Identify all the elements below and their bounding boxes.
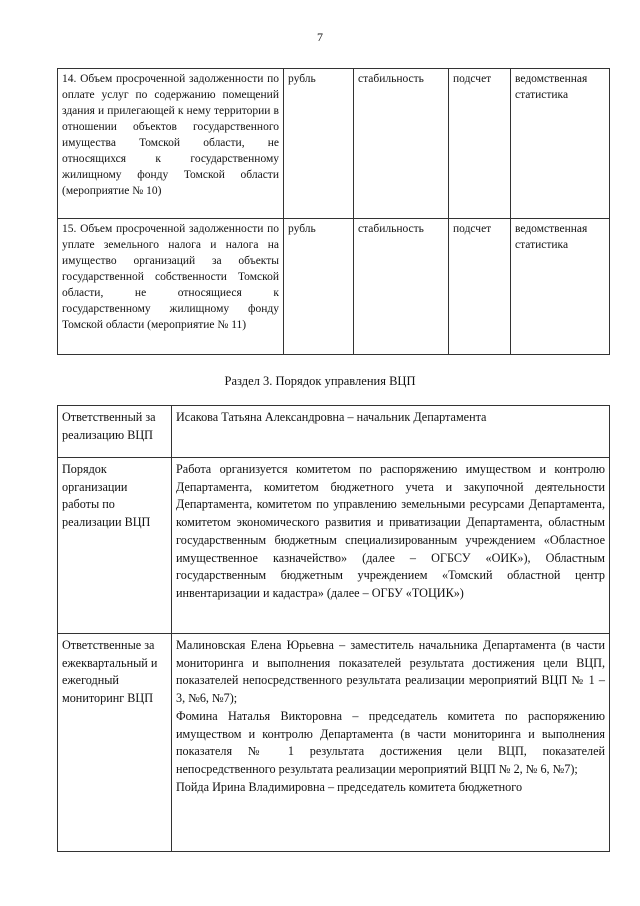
row-label: Ответственные за ежеквартальный и ежегодный мониторинг ВЦП: [58, 634, 172, 852]
indicator-description: 14. Объем просроченной задолженности по оплате услуг по содержанию помещений здания и прилегающей к нему территории в отношении объектов государственного имущества Томской области, не относящихся к государственному жилищному фонду Томской области (мероприятие № 10): [58, 69, 284, 219]
table-row: [58, 219, 610, 355]
indicator-direction: стабильность: [354, 69, 449, 219]
row-label: Порядок организации работы по реализации ВЦП: [58, 458, 172, 634]
indicator-method: подсчет: [449, 219, 511, 355]
section-title: Раздел 3. Порядок управления ВЦП: [224, 374, 416, 388]
management-table: [57, 405, 610, 852]
indicators-table: [57, 68, 610, 355]
table-row: [58, 458, 610, 634]
indicator-unit: рубль: [284, 219, 354, 355]
page-number: 7: [317, 30, 323, 44]
row-label: Ответственный за реализацию ВЦП: [58, 406, 172, 458]
indicator-unit: рубль: [284, 69, 354, 219]
indicator-direction: стабильность: [354, 219, 449, 355]
paragraph: Малиновская Елена Юрьевна – заместитель начальника Департамента (в части мониторинга и выполнения показателей результата достижения цели ВЦП, показателей непосредственного результата реализации мероприятий ВЦП № 1 – 3, №6, №7);: [176, 638, 605, 706]
indicator-description: 15. Объем просроченной задолженности по уплате земельного налога и налога на имущество организаций за объекты государственной собственности Томской области, не относящиеся к государственному жилищному фонду Томской области (мероприятие № 11): [58, 219, 284, 355]
paragraph: Пойда Ирина Владимировна – председатель комитета бюджетного: [176, 779, 523, 794]
row-content: [172, 634, 610, 852]
paragraph: Фомина Наталья Викторовна – председатель комитета по распоряжению имуществом и контролю Департамента (в части мониторинга и выполнения показателя № 1 результата достижения цели ВЦП, показателей непосредственного результата реализации мероприятий ВЦП № 2, № 6, №7);: [176, 708, 605, 776]
table-row: [58, 406, 610, 458]
paragraph: Исакова Татьяна Александровна – начальник Департамента: [176, 410, 487, 424]
indicator-method: подсчет: [449, 69, 511, 219]
row-content: [172, 406, 610, 458]
indicator-source: ведомственная статистика: [511, 219, 610, 355]
row-content: [172, 458, 610, 634]
paragraph: Работа организуется комитетом по распоряжению имуществом и контролю Департамента, комитетом бюджетного учета и закупочной деятельности Департамента, комитетом по управлению земельными ресурсами Департамента, комитетом экономического развития и приватизации Департамента, областным государственным бюджетным специализированным учреждением «Областное имущественное казначейство» (далее – ОГБСУ «ОИК»), Областным государственным бюджетным учреждением «Томский областной центр инвентаризации и кадастра» (далее – ОГБУ «ТОЦИК»): [176, 462, 605, 600]
indicator-source: ведомственная статистика: [511, 69, 610, 219]
table-row: [58, 634, 610, 852]
table-row: [58, 69, 610, 219]
